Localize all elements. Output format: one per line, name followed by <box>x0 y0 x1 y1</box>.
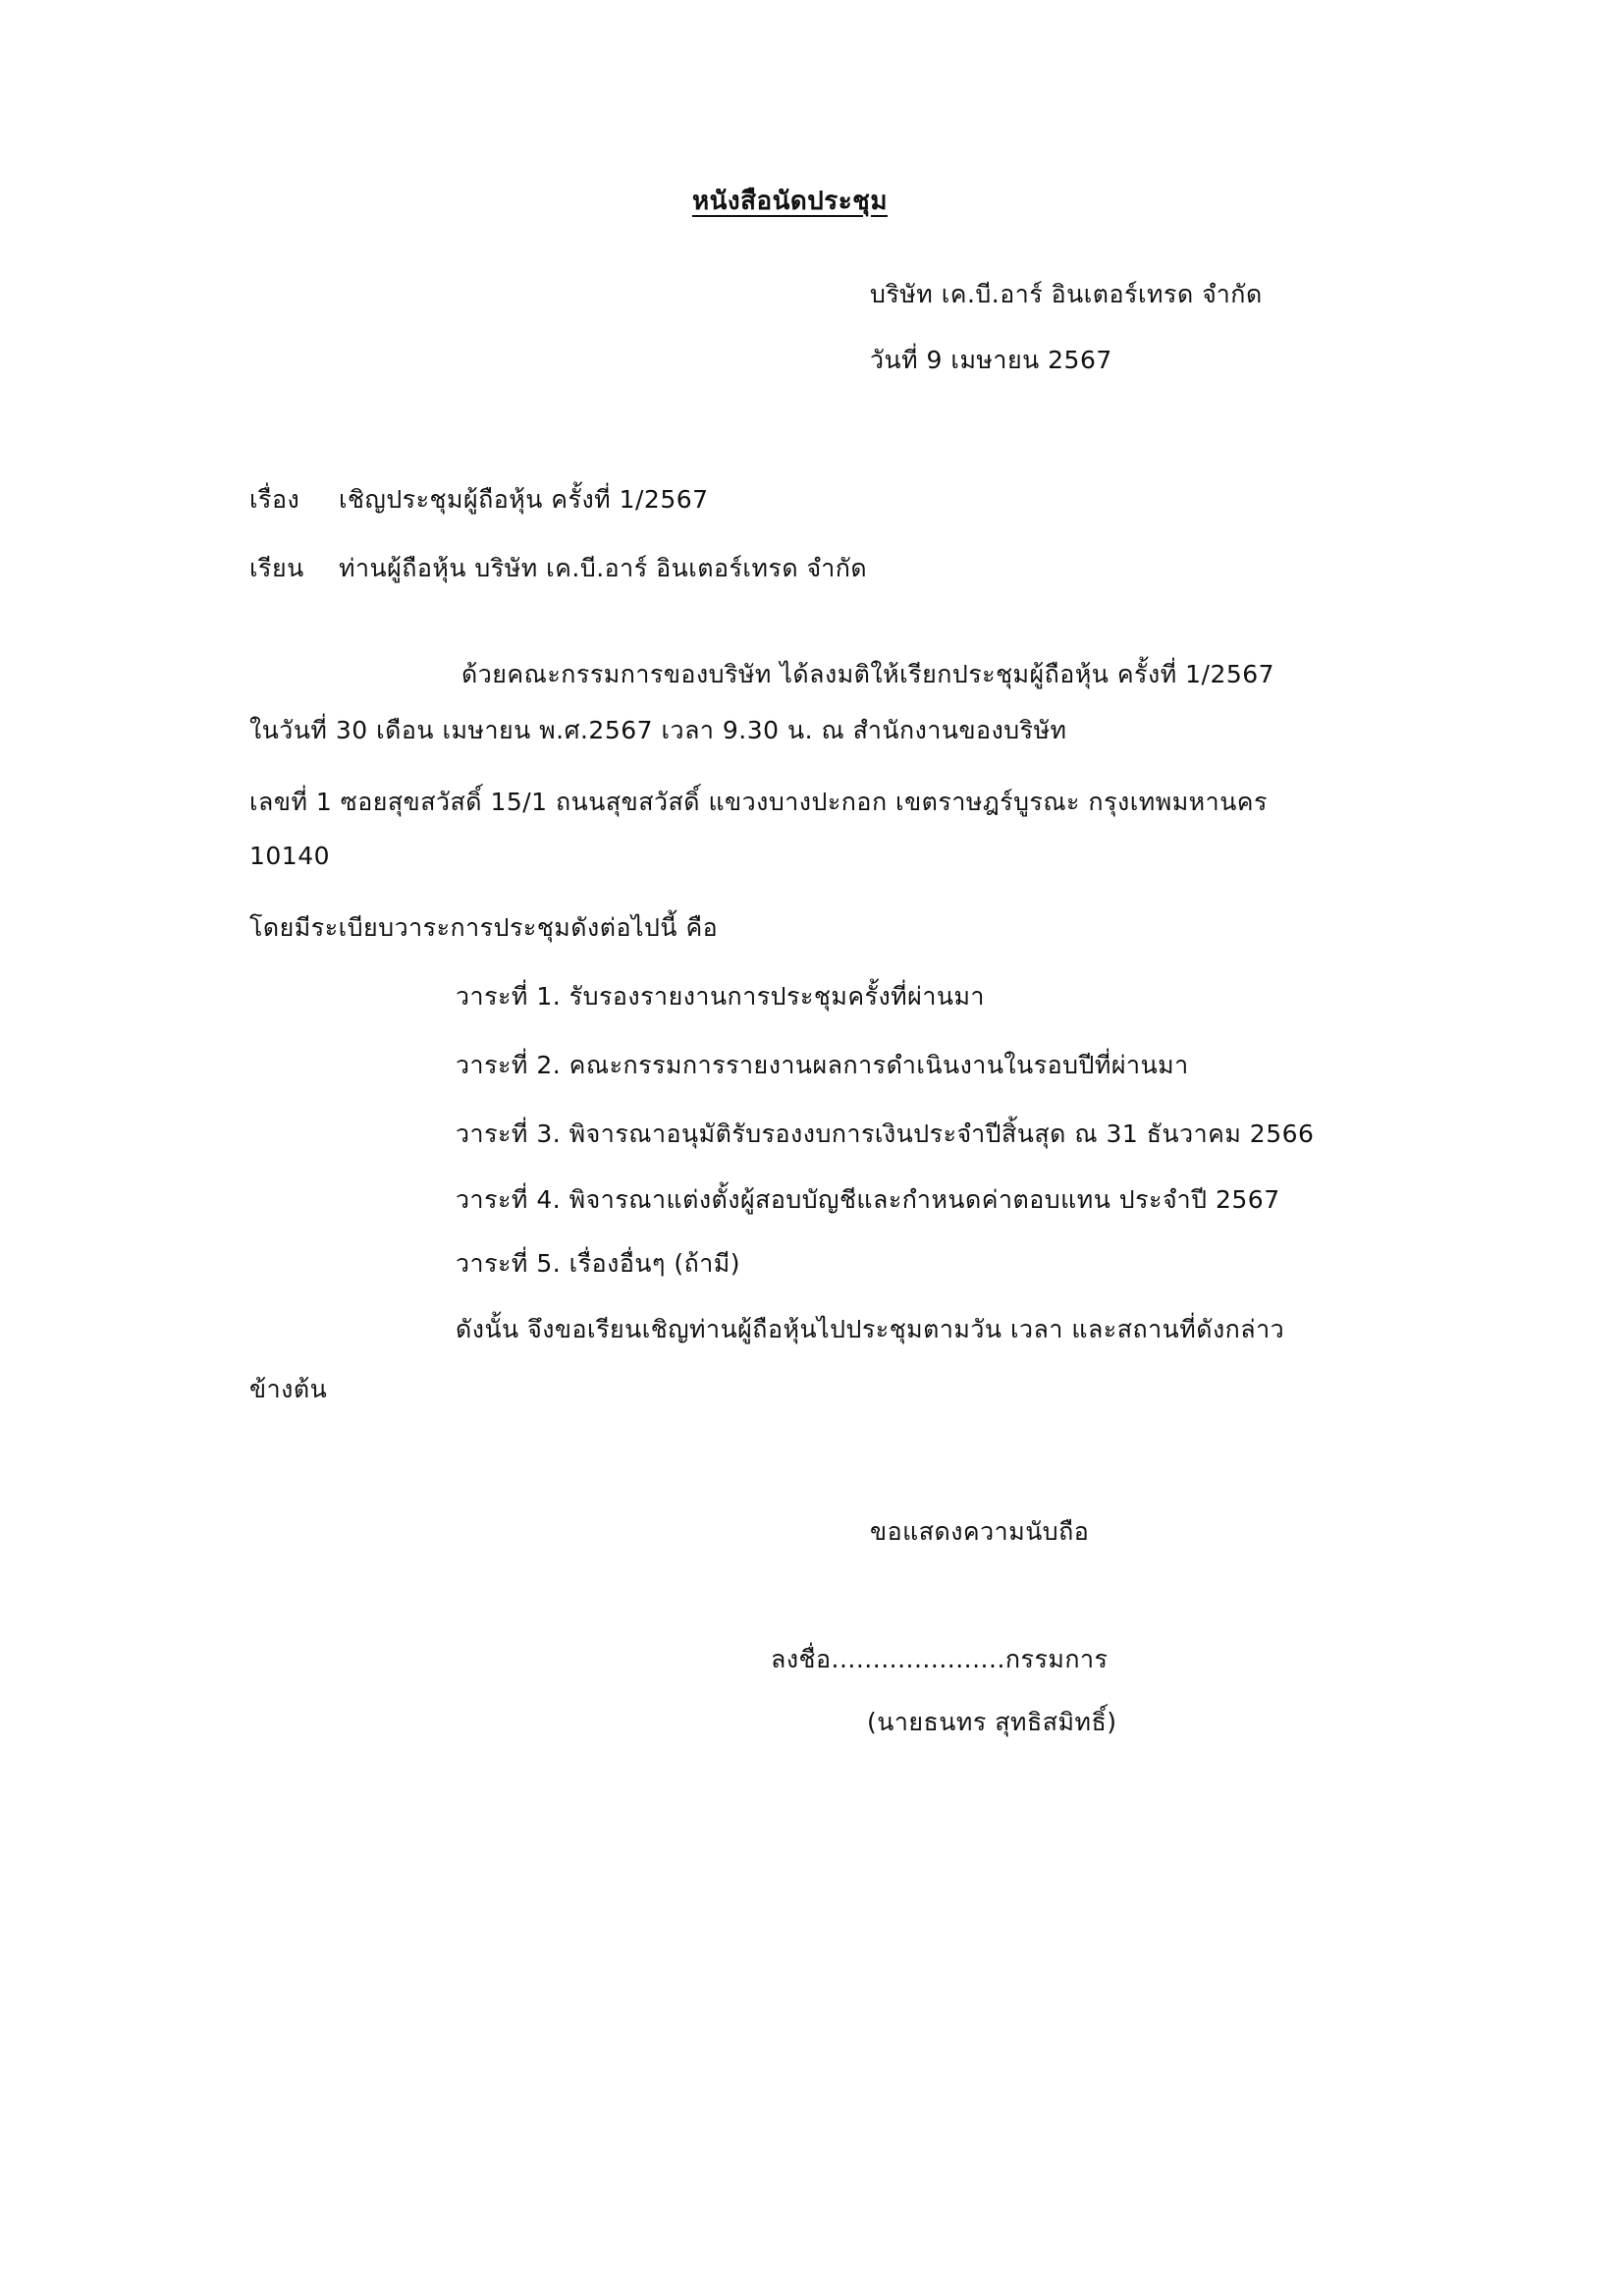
body-line-1: ด้วยคณะกรรมการของบริษัท ได้ลงมติให้เรียกประชุมผู้ถือหุ้น ครั้งที่ 1/2567 <box>461 660 1275 688</box>
document-date: วันที่ 9 เมษายน 2567 <box>870 346 1112 374</box>
subject-label: เรื่อง <box>249 485 300 514</box>
body-line-2: ในวันที่ 30 เดือน เมษายน พ.ศ.2567 เวลา 9.30 น. ณ สำนักงานของบริษัท <box>249 716 1067 744</box>
recipient-text: ท่านผู้ถือหุ้น บริษัท เค.บี.อาร์ อินเตอร์เทรด จำกัด <box>339 554 868 582</box>
body-line-4: 10140 <box>249 842 331 870</box>
signature-line: ลงชื่อ.....................กรรมการ <box>771 1645 1109 1673</box>
closing-line-2: ข้างต้น <box>249 1375 328 1403</box>
agenda-item: วาระที่ 3. พิจารณาอนุมัติรับรองงบการเงินประจำปีสิ้นสุด ณ 31 ธันวาคม 2566 <box>456 1120 1315 1148</box>
subject-text: เชิญประชุมผู้ถือหุ้น ครั้งที่ 1/2567 <box>339 485 709 514</box>
document-title: หนังสือนัดประชุม <box>692 187 888 216</box>
recipient-label: เรียน <box>249 554 304 582</box>
agenda-item: วาระที่ 4. พิจารณาแต่งตั้งผู้สอบบัญชีและกำหนดค่าตอบแทน ประจำปี 2567 <box>456 1185 1280 1214</box>
closing-regards: ขอแสดงความนับถือ <box>870 1517 1090 1546</box>
company-header: บริษัท เค.บี.อาร์ อินเตอร์เทรด จำกัด <box>870 280 1263 308</box>
agenda-item: วาระที่ 1. รับรองรายงานการประชุมครั้งที่ผ่านมา <box>456 982 985 1011</box>
agenda-intro: โดยมีระเบียบวาระการประชุมดังต่อไปนี้ คือ <box>249 913 719 942</box>
closing-line-1: ดังนั้น จึงขอเรียนเชิญท่านผู้ถือหุ้นไปประชุมตามวัน เวลา และสถานที่ดังกล่าว <box>456 1315 1285 1343</box>
body-line-3: เลขที่ 1 ซอยสุขสวัสดิ์ 15/1 ถนนสุขสวัสดิ์ แขวงบางปะกอก เขตราษฎร์บูรณะ กรุงเทพมหานคร <box>249 788 1268 816</box>
signer-name: (นายธนทร สุทธิสมิทธิ์) <box>867 1708 1117 1736</box>
agenda-item: วาระที่ 2. คณะกรรมการรายงานผลการดำเนินงานในรอบปีที่ผ่านมา <box>456 1051 1189 1079</box>
agenda-item: วาระที่ 5. เรื่องอื่นๆ (ถ้ามี) <box>456 1249 740 1278</box>
